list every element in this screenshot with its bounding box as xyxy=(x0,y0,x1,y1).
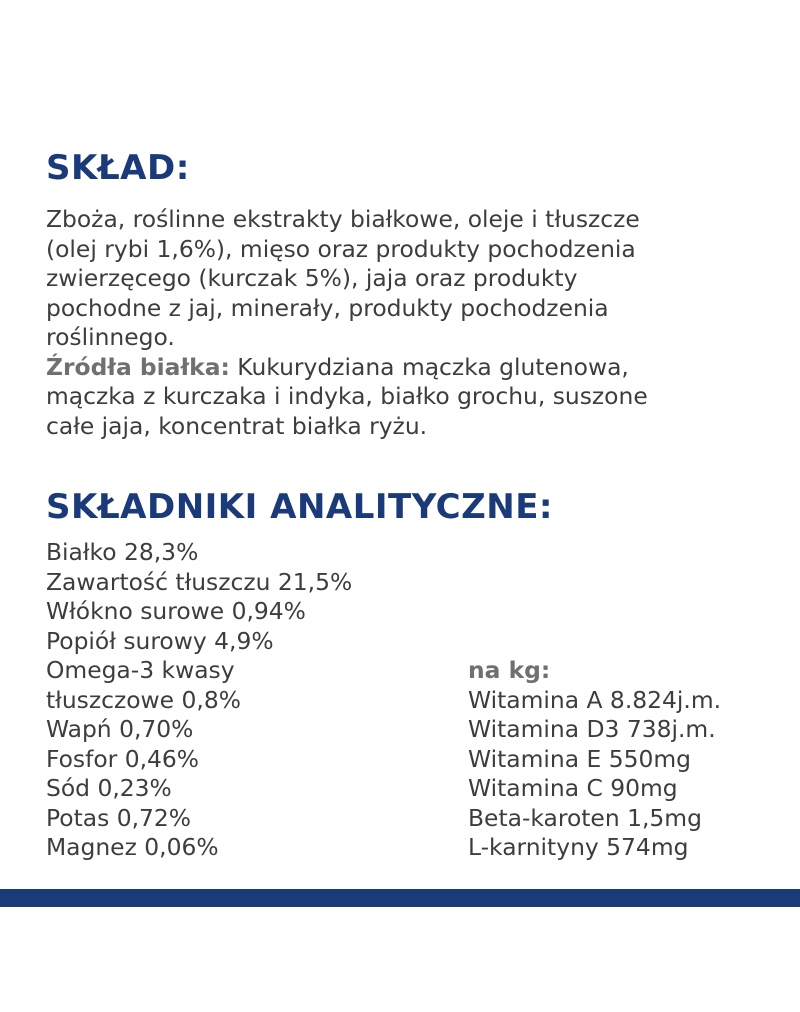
analytical-heading: SKŁADNIKI ANALITYCZNE: xyxy=(46,487,554,527)
analytical-constituents-list xyxy=(46,538,352,863)
list-item: Popiół surowy 4,9% xyxy=(46,626,274,655)
list-item: Witamina E 550mg xyxy=(468,744,691,773)
per-kg-label: na kg: xyxy=(468,656,551,684)
protein-sources-text: Kukurydziana mączka glutenowa, xyxy=(229,352,629,381)
list-item: L-karnityny 574mg xyxy=(468,833,689,861)
list-item: Witamina C 90mg xyxy=(468,774,678,802)
protein-sources-line: mączka z kurczaka i indyka, białko grochu, suszone xyxy=(46,382,648,410)
list-item: Wapń 0,70% xyxy=(46,715,194,743)
protein-sources-label: Źródła białka: xyxy=(46,352,230,381)
list-item: Potas 0,72% xyxy=(46,803,192,832)
protein-sources-line: całe jaja, koncentrat białka ryżu. xyxy=(46,411,428,440)
list-item: Fosfor 0,46% xyxy=(46,744,200,773)
composition-heading: SKŁAD: xyxy=(46,148,190,188)
composition-text xyxy=(46,205,786,441)
list-item: Magnez 0,06% xyxy=(46,833,219,861)
composition-line: Zboża, roślinne ekstrakty białkowe, oleje i tłuszcze xyxy=(46,205,640,233)
footer-bar xyxy=(0,889,800,907)
list-item: Białko 28,3% xyxy=(46,538,199,566)
list-item: Sód 0,23% xyxy=(46,774,172,802)
composition-line: zwierzęcego (kurczak 5%), jaja oraz produkty xyxy=(46,264,578,292)
list-item: Beta-karoten 1,5mg xyxy=(468,803,702,832)
list-item: Witamina A 8.824j.m. xyxy=(468,685,722,714)
protein-sources-line xyxy=(46,353,786,383)
list-item: Witamina D3 738j.m. xyxy=(468,715,716,743)
list-item: Omega-3 kwasy xyxy=(46,656,235,684)
vitamins-list xyxy=(468,656,721,863)
composition-line: pochodne z jaj, minerały, produkty pochodzenia xyxy=(46,293,609,322)
composition-line: (olej rybi 1,6%), mięso oraz produkty pochodzenia xyxy=(46,234,636,263)
list-item: Włókno surowe 0,94% xyxy=(46,597,306,625)
list-item: Zawartość tłuszczu 21,5% xyxy=(46,567,353,596)
composition-line: roślinnego. xyxy=(46,323,175,351)
list-item: tłuszczowe 0,8% xyxy=(46,685,241,714)
